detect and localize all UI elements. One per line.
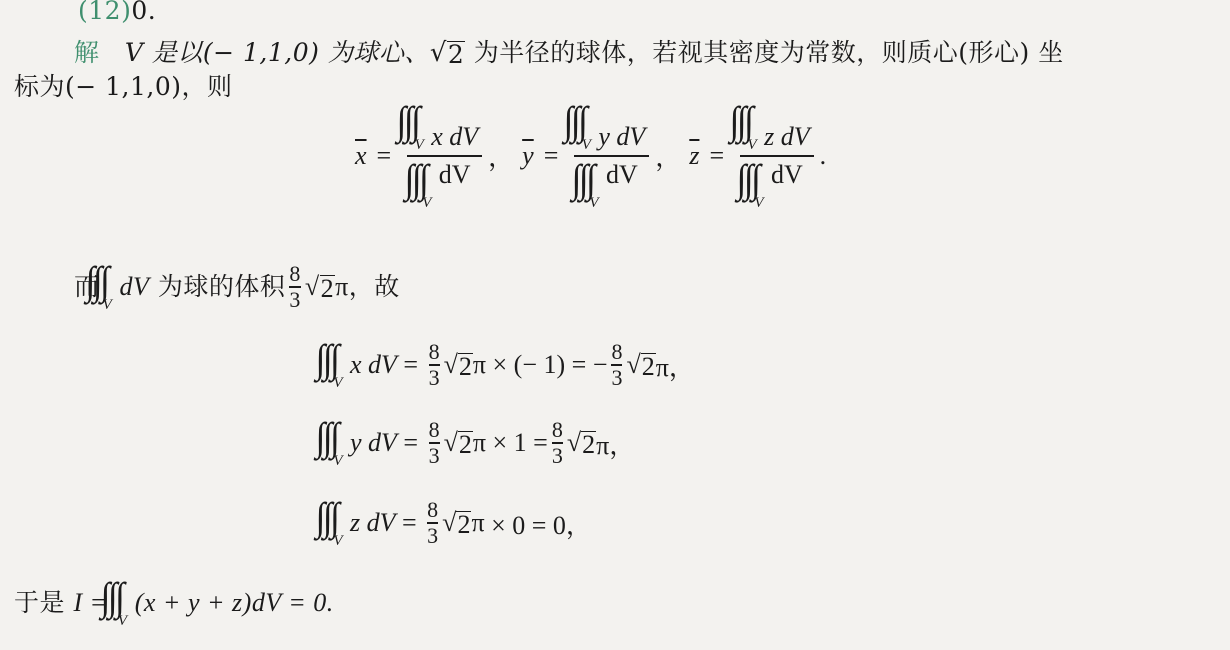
centroid-formulas: $\overline{x}$ = V x dV V dV ， $\overline{y}$ = V y dV V dV ， $\overline{z}$ = V z dV V dV . bbox=[355, 102, 826, 210]
solution-line-2: 标为(− 1,1,0)，则 bbox=[14, 72, 233, 101]
problem-answer: 0. bbox=[131, 0, 157, 25]
conclusion-line: 于是 I = V (x + y + z)dV = 0. bbox=[14, 588, 334, 629]
ybar-fraction: V y dV V dV bbox=[574, 102, 649, 210]
problem-label: (12) bbox=[78, 0, 132, 25]
zbar: $\overline{z}$ bbox=[689, 140, 700, 170]
moment-x-equation: V x dV = $\frac{8}{3}$ √ 2 π × (− 1) = − $\frac{8}{3}$ √ 2 π， bbox=[333, 339, 695, 391]
volume-fraction: $\frac{8}{3}$ bbox=[289, 261, 301, 312]
solution-label: 解 bbox=[74, 38, 100, 67]
moment-y-equation: V y dV = $\frac{8}{3}$ √ 2 π × 1 = $\frac{8}{3}$ √ 2 π， bbox=[333, 417, 636, 469]
para1-text-a: V 是以(− 1,1,0) 为球心、 bbox=[124, 38, 430, 67]
xbar-fraction: V x dV V dV bbox=[407, 102, 482, 210]
moment-z-equation: V z dV = $\frac{8}{3}$ √ 2 π × 0 = 0， bbox=[333, 497, 592, 549]
volume-line: 而 V dV 为球的体积 $\frac{8}{3}$ √ 2 π ，故 bbox=[74, 261, 400, 313]
ybar: $\overline{y}$ bbox=[522, 140, 534, 170]
xbar: $\overline{x}$ bbox=[355, 140, 367, 170]
para1-text-b: 为半径的球体，若视其密度为常数，则质心(形心) 坐 bbox=[473, 38, 1064, 67]
zbar-fraction: V z dV V dV bbox=[740, 102, 814, 210]
problem-header bbox=[78, 0, 156, 26]
sqrt2-radical: √ 2 bbox=[429, 38, 465, 69]
solution-line-1 bbox=[74, 38, 1064, 68]
